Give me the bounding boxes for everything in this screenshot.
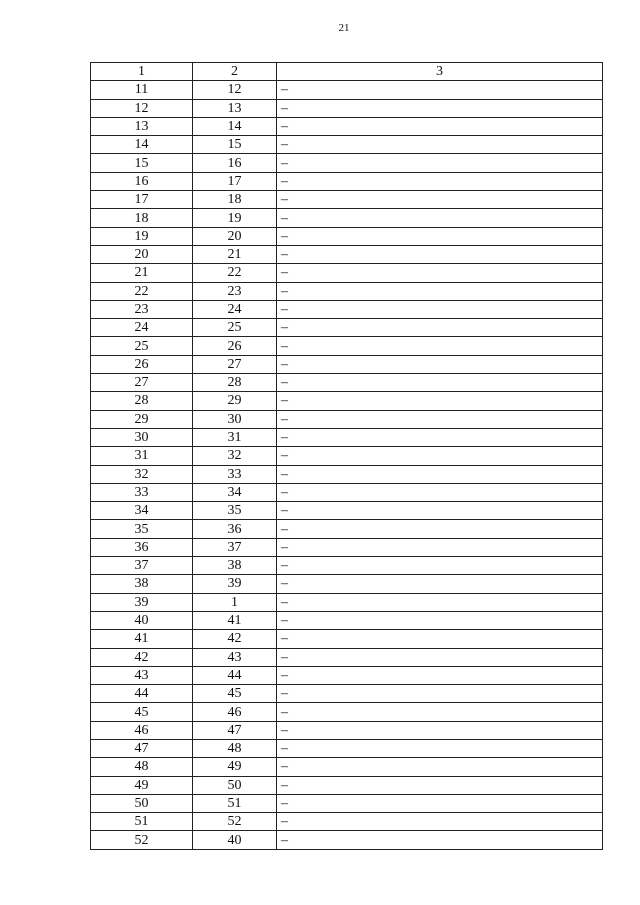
cell-col-2: 39 [193,575,277,593]
cell-col-2: 13 [193,99,277,117]
table-row [91,154,603,172]
cell-col-1: 40 [91,611,193,629]
cell-col-1: 52 [91,831,193,849]
cell-col-1: 12 [91,99,193,117]
cell-col-1: 18 [91,209,193,227]
cell-col-3: – [277,575,603,593]
cell-col-1: 13 [91,117,193,135]
page-number: 21 [338,22,350,34]
cell-col-1: 31 [91,447,193,465]
cell-col-1: 46 [91,721,193,739]
cell-col-3: – [277,502,603,520]
cell-col-2: 48 [193,739,277,757]
cell-col-2: 15 [193,136,277,154]
cell-col-3: – [277,428,603,446]
cell-col-3: – [277,630,603,648]
table-row [91,611,603,629]
cell-col-3: – [277,81,603,99]
cell-col-1: 44 [91,685,193,703]
table-row [91,355,603,373]
cell-col-2: 34 [193,483,277,501]
cell-col-1: 50 [91,794,193,812]
cell-col-3: – [277,172,603,190]
cell-col-3: – [277,483,603,501]
cell-col-2: 43 [193,648,277,666]
cell-col-3: – [277,355,603,373]
table-row [91,703,603,721]
table-row [91,465,603,483]
table-row [91,117,603,135]
cell-col-2: 29 [193,392,277,410]
cell-col-2: 40 [193,831,277,849]
cell-col-2: 33 [193,465,277,483]
cell-col-3: – [277,410,603,428]
cell-col-1: 51 [91,813,193,831]
cell-col-1: 23 [91,300,193,318]
table-row [91,245,603,263]
cell-col-2: 30 [193,410,277,428]
table-row [91,520,603,538]
table-row [91,447,603,465]
cell-col-1: 48 [91,758,193,776]
cell-col-3: – [277,557,603,575]
cell-col-3: – [277,465,603,483]
cell-col-2: 35 [193,502,277,520]
cell-col-2: 32 [193,447,277,465]
table-row [91,337,603,355]
table-row [91,319,603,337]
table-row [91,575,603,593]
table-row [91,282,603,300]
cell-col-1: 30 [91,428,193,446]
cell-col-1: 45 [91,703,193,721]
cell-col-1: 17 [91,191,193,209]
cell-col-2: 16 [193,154,277,172]
column-header-3: 3 [277,63,603,81]
cell-col-2: 47 [193,721,277,739]
cell-col-2: 27 [193,355,277,373]
cell-col-3: – [277,117,603,135]
table-row [91,172,603,190]
table-row [91,483,603,501]
cell-col-2: 46 [193,703,277,721]
cell-col-1: 25 [91,337,193,355]
cell-col-3: – [277,648,603,666]
cell-col-3: – [277,191,603,209]
table-header [91,63,603,81]
header-row [91,63,603,81]
table-row [91,648,603,666]
cell-col-3: – [277,154,603,172]
cell-col-1: 42 [91,648,193,666]
cell-col-1: 26 [91,355,193,373]
cell-col-3: – [277,721,603,739]
cell-col-2: 38 [193,557,277,575]
table-row [91,538,603,556]
cell-col-2: 22 [193,264,277,282]
cell-col-1: 11 [91,81,193,99]
cell-col-2: 41 [193,611,277,629]
table-row [91,264,603,282]
cell-col-1: 15 [91,154,193,172]
cell-col-3: – [277,739,603,757]
cell-col-2: 31 [193,428,277,446]
cell-col-2: 1 [193,593,277,611]
cell-col-3: – [277,685,603,703]
cell-col-2: 23 [193,282,277,300]
table-row [91,410,603,428]
cell-col-2: 12 [193,81,277,99]
cell-col-2: 42 [193,630,277,648]
cell-col-3: – [277,374,603,392]
cell-col-2: 19 [193,209,277,227]
cell-col-2: 28 [193,374,277,392]
cell-col-2: 24 [193,300,277,318]
cell-col-2: 52 [193,813,277,831]
table-row [91,685,603,703]
cell-col-1: 34 [91,502,193,520]
cell-col-2: 44 [193,666,277,684]
table-row [91,831,603,849]
cell-col-2: 14 [193,117,277,135]
table-row [91,776,603,794]
data-table-container [90,62,602,850]
cell-col-2: 25 [193,319,277,337]
cell-col-3: – [277,520,603,538]
cell-col-3: – [277,319,603,337]
table-row [91,428,603,446]
table-row [91,191,603,209]
cell-col-3: – [277,447,603,465]
cell-col-2: 18 [193,191,277,209]
table-row [91,794,603,812]
cell-col-1: 16 [91,172,193,190]
table-row [91,99,603,117]
table-row [91,300,603,318]
table-row [91,392,603,410]
cell-col-1: 37 [91,557,193,575]
cell-col-3: – [277,538,603,556]
cell-col-2: 26 [193,337,277,355]
cell-col-1: 28 [91,392,193,410]
cell-col-1: 19 [91,227,193,245]
table-row [91,739,603,757]
cell-col-3: – [277,245,603,263]
table-row [91,374,603,392]
cell-col-3: – [277,794,603,812]
cell-col-3: – [277,813,603,831]
cell-col-2: 51 [193,794,277,812]
data-table [90,62,603,850]
cell-col-1: 22 [91,282,193,300]
cell-col-1: 33 [91,483,193,501]
cell-col-3: – [277,264,603,282]
column-header-1: 1 [91,63,193,81]
table-row [91,502,603,520]
table-row [91,630,603,648]
cell-col-1: 32 [91,465,193,483]
cell-col-3: – [277,300,603,318]
cell-col-2: 50 [193,776,277,794]
cell-col-3: – [277,831,603,849]
cell-col-3: – [277,666,603,684]
cell-col-1: 43 [91,666,193,684]
cell-col-3: – [277,703,603,721]
cell-col-1: 49 [91,776,193,794]
cell-col-1: 41 [91,630,193,648]
cell-col-1: 21 [91,264,193,282]
cell-col-1: 20 [91,245,193,263]
cell-col-2: 20 [193,227,277,245]
cell-col-3: – [277,136,603,154]
cell-col-3: – [277,758,603,776]
cell-col-1: 27 [91,374,193,392]
cell-col-1: 38 [91,575,193,593]
table-row [91,557,603,575]
cell-col-1: 47 [91,739,193,757]
table-row [91,209,603,227]
cell-col-2: 37 [193,538,277,556]
cell-col-3: – [277,209,603,227]
table-row [91,81,603,99]
cell-col-2: 17 [193,172,277,190]
column-header-2: 2 [193,63,277,81]
cell-col-3: – [277,227,603,245]
cell-col-1: 39 [91,593,193,611]
cell-col-2: 45 [193,685,277,703]
table-row [91,136,603,154]
cell-col-3: – [277,337,603,355]
cell-col-2: 36 [193,520,277,538]
table-row [91,721,603,739]
cell-col-3: – [277,392,603,410]
table-row [91,666,603,684]
cell-col-1: 24 [91,319,193,337]
cell-col-3: – [277,593,603,611]
table-row [91,593,603,611]
cell-col-3: – [277,611,603,629]
cell-col-3: – [277,99,603,117]
cell-col-1: 29 [91,410,193,428]
table-row [91,813,603,831]
cell-col-1: 35 [91,520,193,538]
cell-col-1: 36 [91,538,193,556]
cell-col-1: 14 [91,136,193,154]
cell-col-2: 21 [193,245,277,263]
cell-col-2: 49 [193,758,277,776]
table-body [91,81,603,849]
cell-col-3: – [277,282,603,300]
cell-col-3: – [277,776,603,794]
table-row [91,227,603,245]
table-row [91,758,603,776]
